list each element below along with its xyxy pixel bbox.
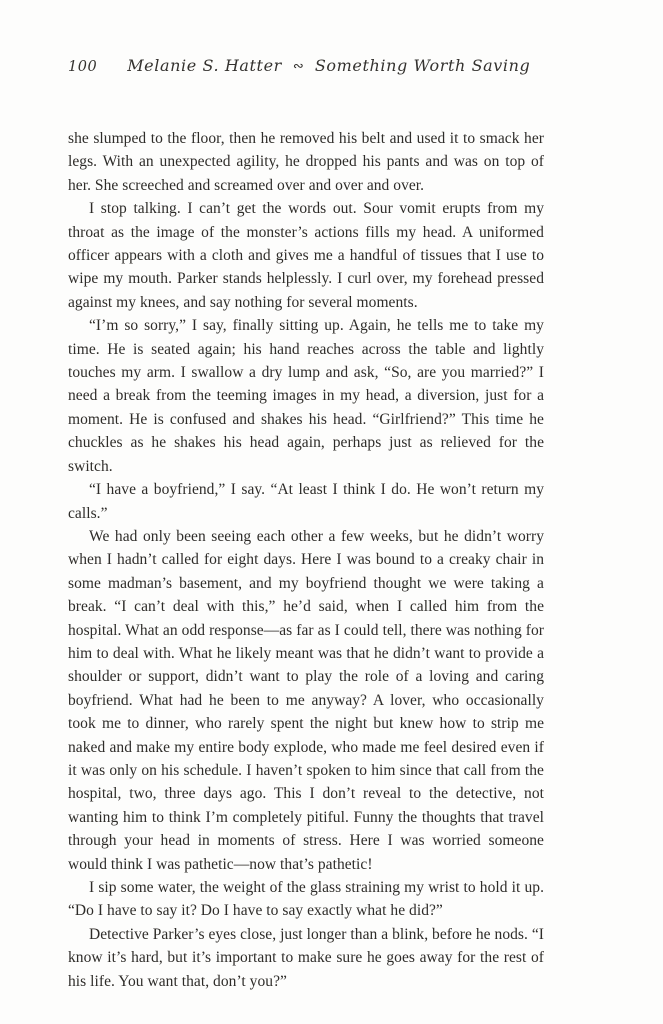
paragraph-continuation: she slumped to the floor, then he removed his belt and used it to smack her legs. With an unexpected agility, he dropped his pants and was on top of her. She screeched and screamed over and over and over. (68, 130, 544, 194)
body-text (68, 127, 544, 993)
fleuron-ornament-icon: ∾ (292, 59, 304, 74)
paragraph: Detective Parker’s eyes close, just longer than a blink, before he nods. “I know it’s hard, but it’s important to make sure he goes away for the rest of his life. You want that, don’t you?” (68, 925, 544, 990)
paragraph: We had only been seeing each other a few weeks, but he didn’t worry when I hadn’t called for eight days. Here I was bound to a creaky chair in some madman’s basement, and my boyfriend thought we were taking a break. “I can’t deal with this,” he’d said, when I called him from the hospital. What an odd response—as far as I could tell, there was nothing for him to deal with. What he likely meant was that he didn’t want to provide a shoulder or support, didn’t want to play the role of a loving and caring boyfriend. What had he been to me anyway? A lover, who occasionally took me to dinner, who rarely spent the night but knew how to strip me naked and make my entire body explode, who made me feel desired even if it was only on his schedule. I haven’t spoken to him since that call from the hospital, two, three days ago. This I don’t reveal to the detective, not wanting him to think I’m completely pitiful. Funny the thoughts that travel through your head in moments of stress. Here I was worried someone would think I was pathetic—now that’s pathetic! (68, 527, 544, 873)
running-head-author: Melanie S. Hatter (127, 56, 282, 75)
page-header (68, 56, 563, 75)
paragraph: “I’m so sorry,” I say, finally sitting up. Again, he tells me to take my time. He is seated again; his hand reaches across the table and lightly touches my arm. I swallow a dry lump and ask, “So, are you married?” I need a break from the teeming images in my head, a diversion, just for a moment. He is confused and shakes his head. “Girlfriend?” This time he chuckles as he shakes his head again, perhaps just as relieved for the switch. (68, 317, 544, 475)
running-head-book-title: Something Worth Saving (314, 56, 531, 75)
paragraph: I stop talking. I can’t get the words out. Sour vomit erupts from my throat as the image of the monster’s actions fills my head. A uniformed officer appears with a cloth and gives me a handful of tissues that I use to wipe my mouth. Parker stands helplessly. I curl over, my forehead pressed against my knees, and say nothing for several moments. (68, 200, 544, 311)
paragraph: “I have a boyfriend,” I say. “At least I think I do. He won’t return my calls.” (68, 481, 544, 522)
paragraph: I sip some water, the weight of the glass straining my wrist to hold it up. “Do I have to say it? Do I have to say exactly what he did?” (68, 879, 544, 920)
page-number: 100 (68, 59, 98, 75)
